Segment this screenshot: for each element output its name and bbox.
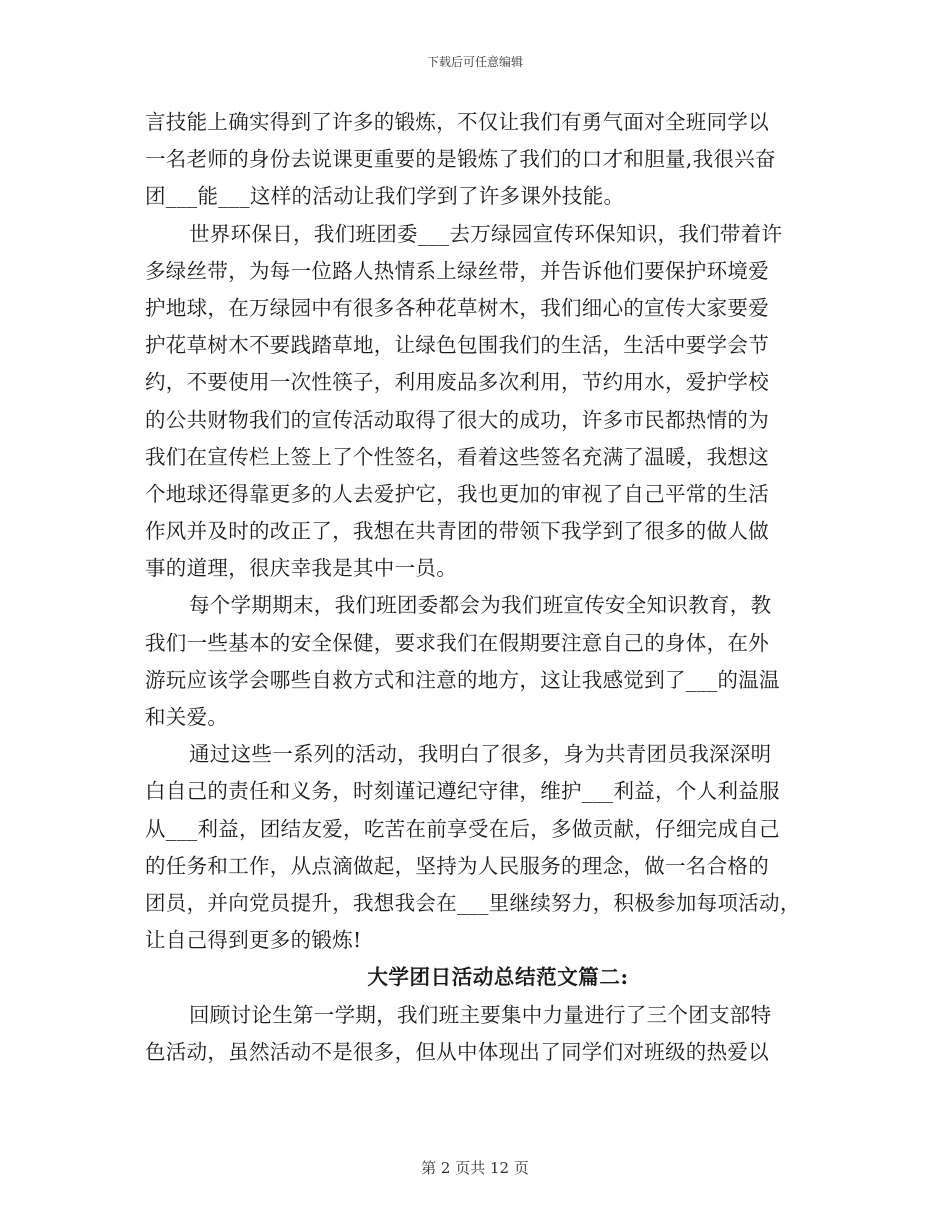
page-header: 下载后可任意编辑 <box>426 55 523 69</box>
text-line: 个地球还得靠更多的人去爱护它，我也更加的审视了自己平常的生活 <box>145 481 769 506</box>
text-line: 事的道理，很庆幸我是其中一员。 <box>145 556 457 581</box>
text-line: 我们在宣传栏上签上了个性签名，看着这些签名充满了温暖，我想这 <box>145 444 769 469</box>
document-body <box>145 104 815 1071</box>
text-line: 让自己得到更多的锻炼! <box>145 928 362 953</box>
paragraph-start: 回顾讨论生第一学期，我们班主要集中力量进行了三个团支部特 <box>189 1002 772 1027</box>
paragraph-start: 每个学期期末，我们班团委都会为我们班宣传安全知识教育，教 <box>189 593 772 618</box>
page-footer: 第 2 页共 12 页 <box>421 1159 529 1177</box>
text-line: 白自己的责任和义务，时刻谨记遵纪守律，维护___利益，个人利益服 <box>145 779 780 804</box>
text-line: 作风并及时的改正了，我想在共青团的带领下我学到了很多的做人做 <box>145 519 769 544</box>
text-line: 护花草树木不要践踏草地，让绿色包围我们的生活，生活中要学会节 <box>145 333 769 358</box>
text-line: 的公共财物我们的宣传活动取得了很大的成功，许多市民都热情的为 <box>145 407 769 432</box>
text-line: 团员，并向党员提升，我想我会在___里继续努力，积极参加每项活动， <box>145 890 801 915</box>
text-line: 约，不要使用一次性筷子，利用废品多次利用，节约用水，爱护学校 <box>145 370 769 395</box>
text-line: 护地球，在万绿园中有很多各种花草树木，我们细心的宣传大家要爱 <box>145 295 769 320</box>
text-line: 的任务和工作，从点滴做起，坚持为人民服务的理念，做一名合格的 <box>145 853 769 878</box>
text-line: 团___能___这样的活动让我们学到了许多课外技能。 <box>145 184 625 209</box>
section-heading: 大学团日活动总结范文篇二: <box>367 965 629 990</box>
paragraph-start: 世界环保日，我们班团委___去万绿园宣传环保知识，我们带着许 <box>189 221 783 246</box>
text-line: 和关爱。 <box>145 705 229 729</box>
paragraph-start: 通过这些一系列的活动，我明白了很多，身为共青团员我深深明 <box>189 742 772 767</box>
text-line: 我们一些基本的安全保健，要求我们在假期要注意自己的身体，在外 <box>145 630 769 655</box>
text-line: 色活动，虽然活动不是很多，但从中体现出了同学们对班级的热爱以 <box>145 1039 769 1064</box>
text-line: 一名老师的身份去说课更重要的是锻炼了我们的口才和胆量,我很兴奋 <box>145 147 776 172</box>
text-line: 游玩应该学会哪些自救方式和注意的地方，这让我感觉到了___的温温 <box>145 667 780 692</box>
text-line: 从___利益，团结友爱，吃苦在前享受在后，多做贡献，仔细完成自己 <box>145 816 780 841</box>
text-line: 多绿丝带，为每一位路人热情系上绿丝带，并告诉他们要保护环境爱 <box>145 258 769 283</box>
text-line: 言技能上确实得到了许多的锻炼，不仅让我们有勇气面对全班同学以 <box>145 110 769 134</box>
